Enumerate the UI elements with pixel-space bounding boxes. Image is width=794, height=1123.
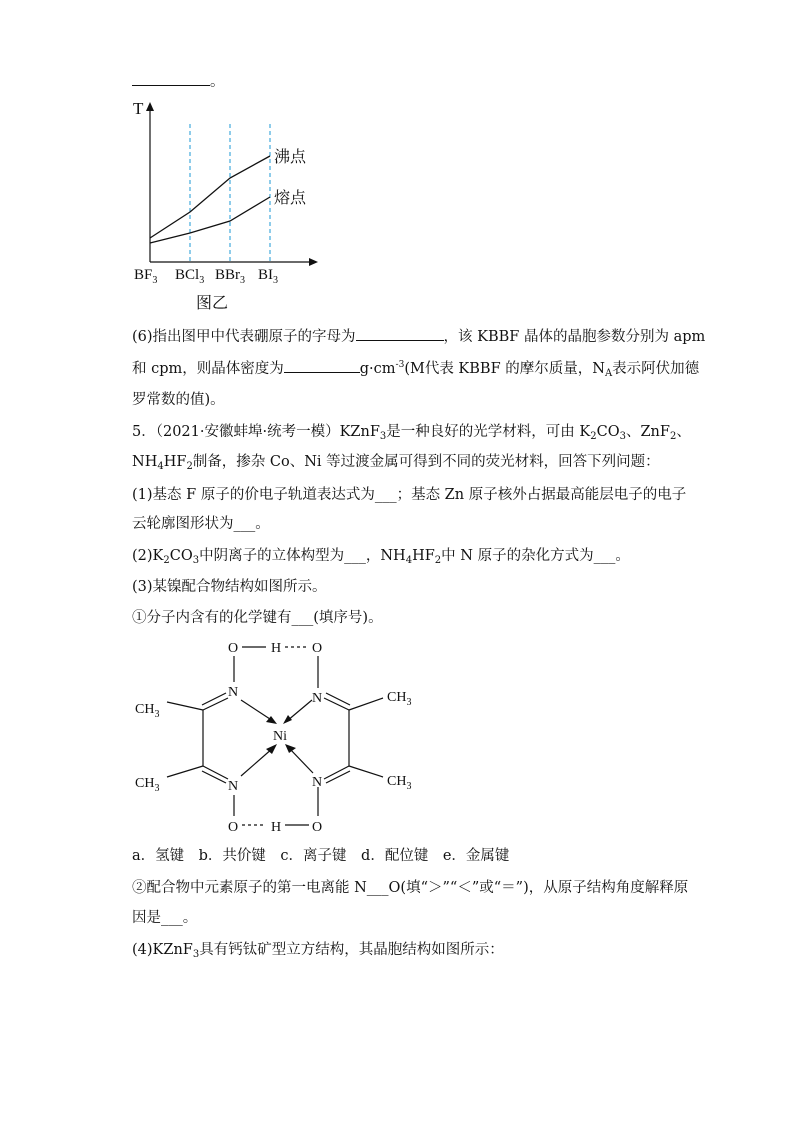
q5-part3-sub2-line-1: ②配合物中元素原子的第一电离能 N___O(填“＞”“＜”或“＝”)，从原子结构角度解释原 (132, 880, 689, 896)
answer-blank-line (132, 71, 225, 92)
atom-o-bottom-right: O (312, 820, 323, 835)
methyl-top-right: $CH_3$ (387, 690, 412, 708)
atom-ni: Ni (273, 729, 287, 744)
q5-intro-line-1: 5．（2021·安徽蚌埠·统考一模）KZnF$_3$是一种良好的光学材料，可由 $K_2CO_3$、ZnF$_2$、 (132, 424, 691, 442)
atom-n-top-left: N (228, 685, 239, 700)
series-line-1 (150, 197, 270, 243)
q6-line-2: 和 cpm，则晶体密度为 $g\cdot cm^{-3}(M$代表 KBBF 的摩尔质量，$N_A$表示阿伏加德 (132, 360, 700, 379)
q5-intro-line-2: $NH_4HF_2$制备，掺杂 Co、Ni 等过渡金属可得到不同的荧光材料，回答下列问题： (132, 454, 660, 472)
q5-part1-line-1: (1)基态 F 原子的价电子轨道表达式为___；基态 Zn 原子核外占据最高能层电子的电子 (132, 487, 687, 503)
answer-blank (132, 71, 210, 86)
methyl-top-left: $CH_3$ (135, 702, 160, 720)
q5-part1-line-2: 云轮廓图形状为___。 (132, 516, 270, 532)
period-mark: 。 (210, 74, 225, 90)
atom-o-top-left: O (228, 641, 239, 656)
q5-part4: (4)KZnF$_3$具有钙钛矿型立方结构，其晶胞结构如图所示： (132, 942, 504, 960)
q6-line-1: (6)指出图甲中代表硼原子的字母为 ，该 KBBF 晶体的晶胞参数分别为 apm (132, 326, 705, 347)
methyl-bottom-right: $CH_3$ (387, 774, 412, 792)
x-axis-arrow (309, 258, 318, 266)
melting-boiling-point-chart (120, 90, 350, 320)
series-label-1: 熔点 (274, 190, 307, 207)
atom-h-top: H (271, 641, 282, 656)
y-axis-arrow (146, 102, 154, 111)
blank-density (284, 358, 360, 373)
atom-n-bottom-right: N (312, 775, 323, 790)
atom-o-top-right: O (312, 641, 323, 656)
q5-part3: (3)某镍配合物结构如图所示。 (132, 579, 327, 595)
q5-part3-sub2-line-2: 因是___。 (132, 910, 198, 926)
methyl-bottom-left: $CH_3$ (135, 776, 160, 794)
nickel-complex-structure (125, 632, 425, 842)
atom-h-bottom: H (271, 820, 282, 835)
y-axis-label: T (133, 99, 144, 118)
series-line-0 (150, 156, 270, 238)
q5-part2: $(2)K_2CO_3$中阴离子的立体构型为___，$NH_4HF_2$中 N 原子的杂化方式为___。 (132, 548, 630, 566)
atom-n-bottom-left: N (228, 779, 239, 794)
chart-caption: 图乙 (196, 295, 229, 312)
x-tick-label-BI3: $BI_3$ (258, 267, 278, 286)
series-label-0: 沸点 (274, 149, 307, 166)
atom-o-bottom-left: O (228, 820, 239, 835)
blank-boron-letter (356, 326, 444, 341)
q5-options: a．氢键 b．共价键 c．离子键 d．配位键 e．金属键 (132, 848, 510, 864)
atom-n-top-right: N (312, 691, 323, 706)
x-tick-label-BF3: $BF_3$ (134, 267, 158, 286)
x-tick-label-BBr3: BBr$_3$ (215, 267, 246, 286)
q5-part3-sub1: ①分子内含有的化学键有___(填序号)。 (132, 610, 383, 626)
q6-line-3: 罗常数的值)。 (132, 392, 225, 408)
x-tick-label-BCl3: BCl$_3$ (175, 267, 205, 286)
